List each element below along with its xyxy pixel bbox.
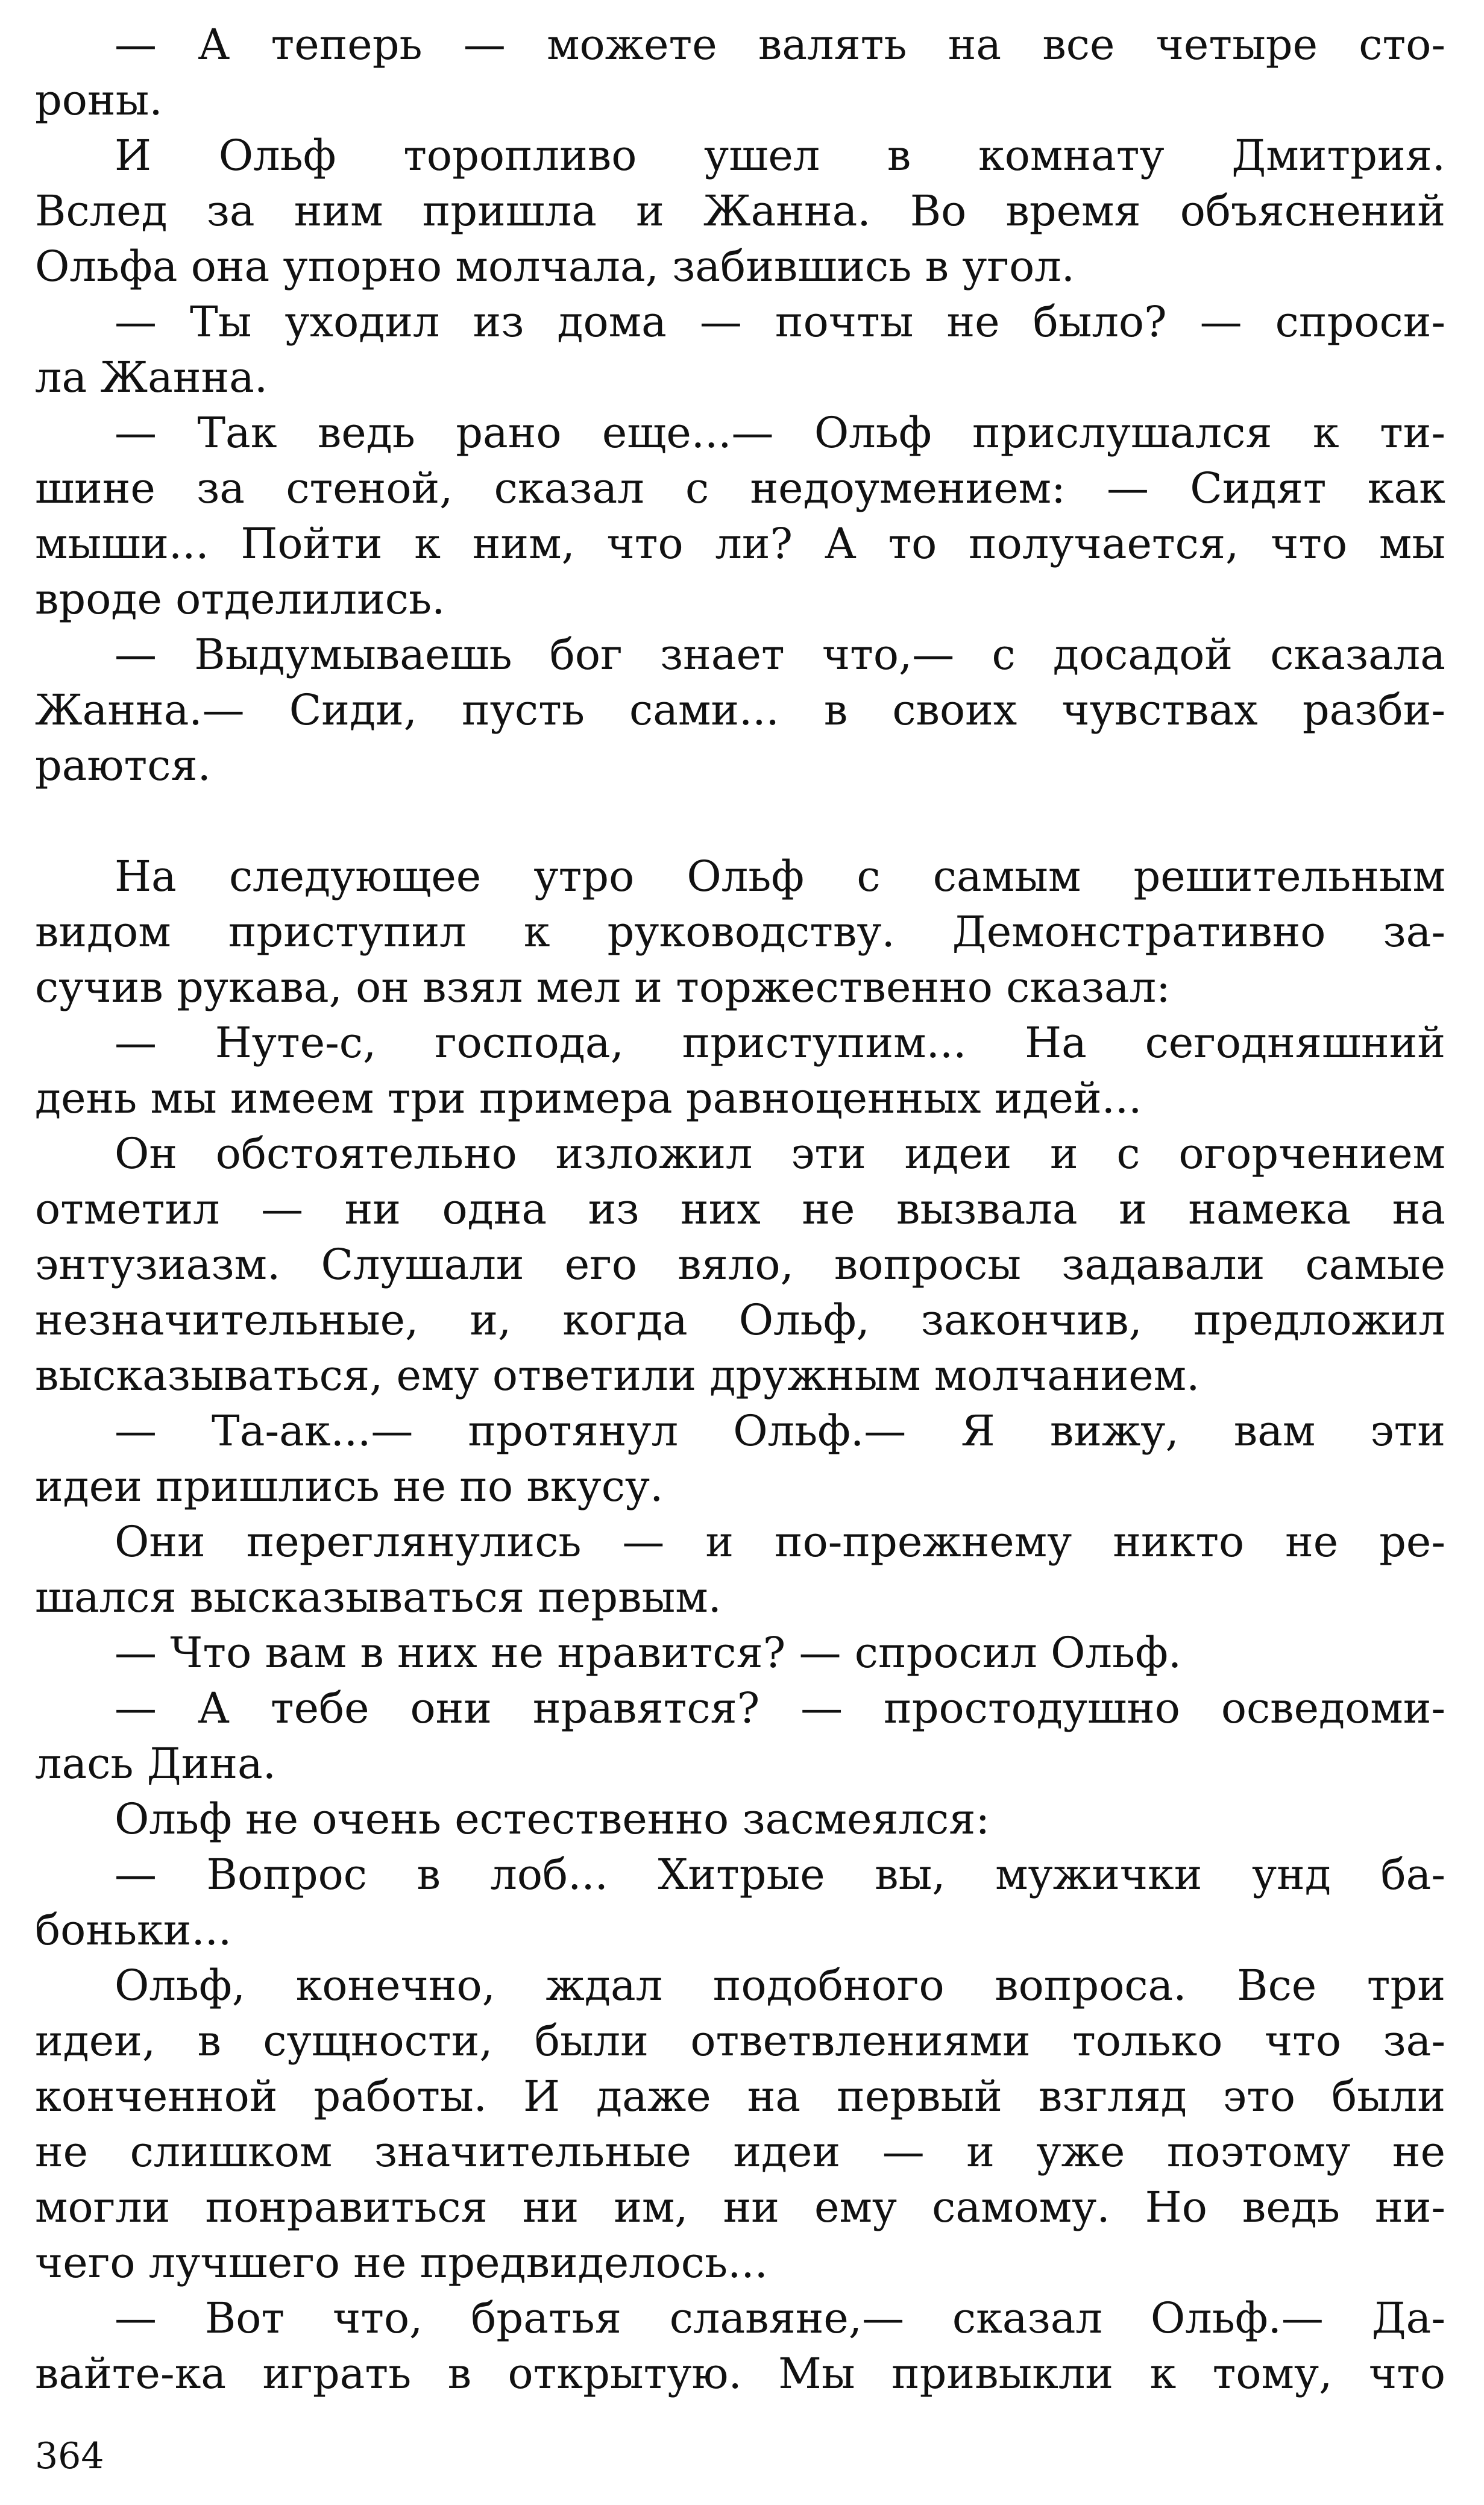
text-line: Он обстоятельно изложил эти идеи и с огорчением (115, 1129, 1445, 1178)
text-line: незначительные, и, когда Ольф, закончив, предложил (35, 1295, 1445, 1345)
page-number: 364 (35, 2435, 104, 2477)
text-line: чего лучшего не предвиделось... (35, 2238, 768, 2287)
text-line: боньки... (35, 1905, 232, 1955)
text-line: лась Дина. (35, 1739, 276, 1788)
text-line: идеи пришлись не по вкусу. (35, 1462, 664, 1511)
text-line: конченной работы. И даже на первый взгляд это были (35, 2072, 1445, 2121)
text-line: вайте-ка играть в открытую. Мы привыкли к тому, что (35, 2349, 1445, 2398)
text-line: день мы имеем три примера равноценных идей... (35, 1073, 1142, 1123)
text-line: ла Жанна. (35, 353, 268, 402)
text-line: отметил — ни одна из них не вызвала и намека на (35, 1184, 1445, 1234)
text-line: могли понравиться ни им, ни ему самому. Но ведь ни- (35, 2183, 1445, 2232)
text-line: Вслед за ним пришла и Жанна. Во время объяснений (35, 186, 1445, 236)
text-line: — А тебе они нравятся? — простодушно осведоми- (115, 1683, 1445, 1733)
text-line: роны. (35, 75, 163, 125)
text-line: раются. (35, 741, 211, 790)
text-line: вроде отделились. (35, 574, 445, 624)
text-line: — Ты уходил из дома — почты не было? — спроси- (115, 297, 1445, 347)
text-line: идеи, в сущности, были ответвлениями только что за- (35, 2016, 1445, 2066)
text-line: шался высказываться первым. (35, 1573, 722, 1622)
text-line: мыши... Пойти к ним, что ли? А то получается, что мы (35, 519, 1445, 568)
text-line: шине за стеной, сказал с недоумением: — Сидят как (35, 464, 1445, 513)
text-line: На следующее утро Ольф с самым решительным (115, 852, 1445, 901)
text-line: Ольф не очень естественно засмеялся: (115, 1794, 990, 1844)
text-line: не слишком значительные идеи — и уже поэтому не (35, 2127, 1445, 2177)
text-line: — Вот что, братья славяне,— сказал Ольф.— Да- (115, 2293, 1445, 2343)
text-line: Они переглянулись — и по-прежнему никто не ре- (115, 1517, 1445, 1567)
text-line: — Что вам в них не нравится? — спросил Ольф. (115, 1628, 1182, 1677)
text-line: Ольфа она упорно молчала, забившись в угол. (35, 242, 1075, 291)
text-line: — Нуте-с, господа, приступим... На сегодняшний (115, 1018, 1445, 1067)
text-section-1 (35, 17, 1445, 793)
text-line: сучив рукава, он взял мел и торжественно сказал: (35, 963, 1171, 1012)
text-line: И Ольф торопливо ушел в комнату Дмитрия. (115, 131, 1445, 180)
text-line: Ольф, конечно, ждал подобного вопроса. Все три (115, 1961, 1445, 2010)
text-line: — Вопрос в лоб... Хитрые вы, мужички унд ба- (115, 1850, 1445, 1899)
text-line: — Выдумываешь бог знает что,— с досадой сказала (115, 630, 1445, 679)
text-line: видом приступил к руководству. Демонстративно за- (35, 907, 1445, 957)
text-line: — А теперь — можете валять на все четыре сто- (115, 20, 1445, 69)
text-section-2 (35, 849, 1445, 2401)
text-line: — Та-ак...— протянул Ольф.— Я вижу, вам эти (115, 1406, 1445, 1456)
text-line: высказываться, ему ответили дружным молчанием. (35, 1351, 1200, 1400)
text-line: — Так ведь рано еще...— Ольф прислушался к ти- (115, 408, 1445, 457)
text-line: Жанна.— Сиди, пусть сами... в своих чувствах разби- (35, 685, 1445, 735)
text-line: энтузиазм. Слушали его вяло, вопросы задавали самые (35, 1240, 1445, 1289)
